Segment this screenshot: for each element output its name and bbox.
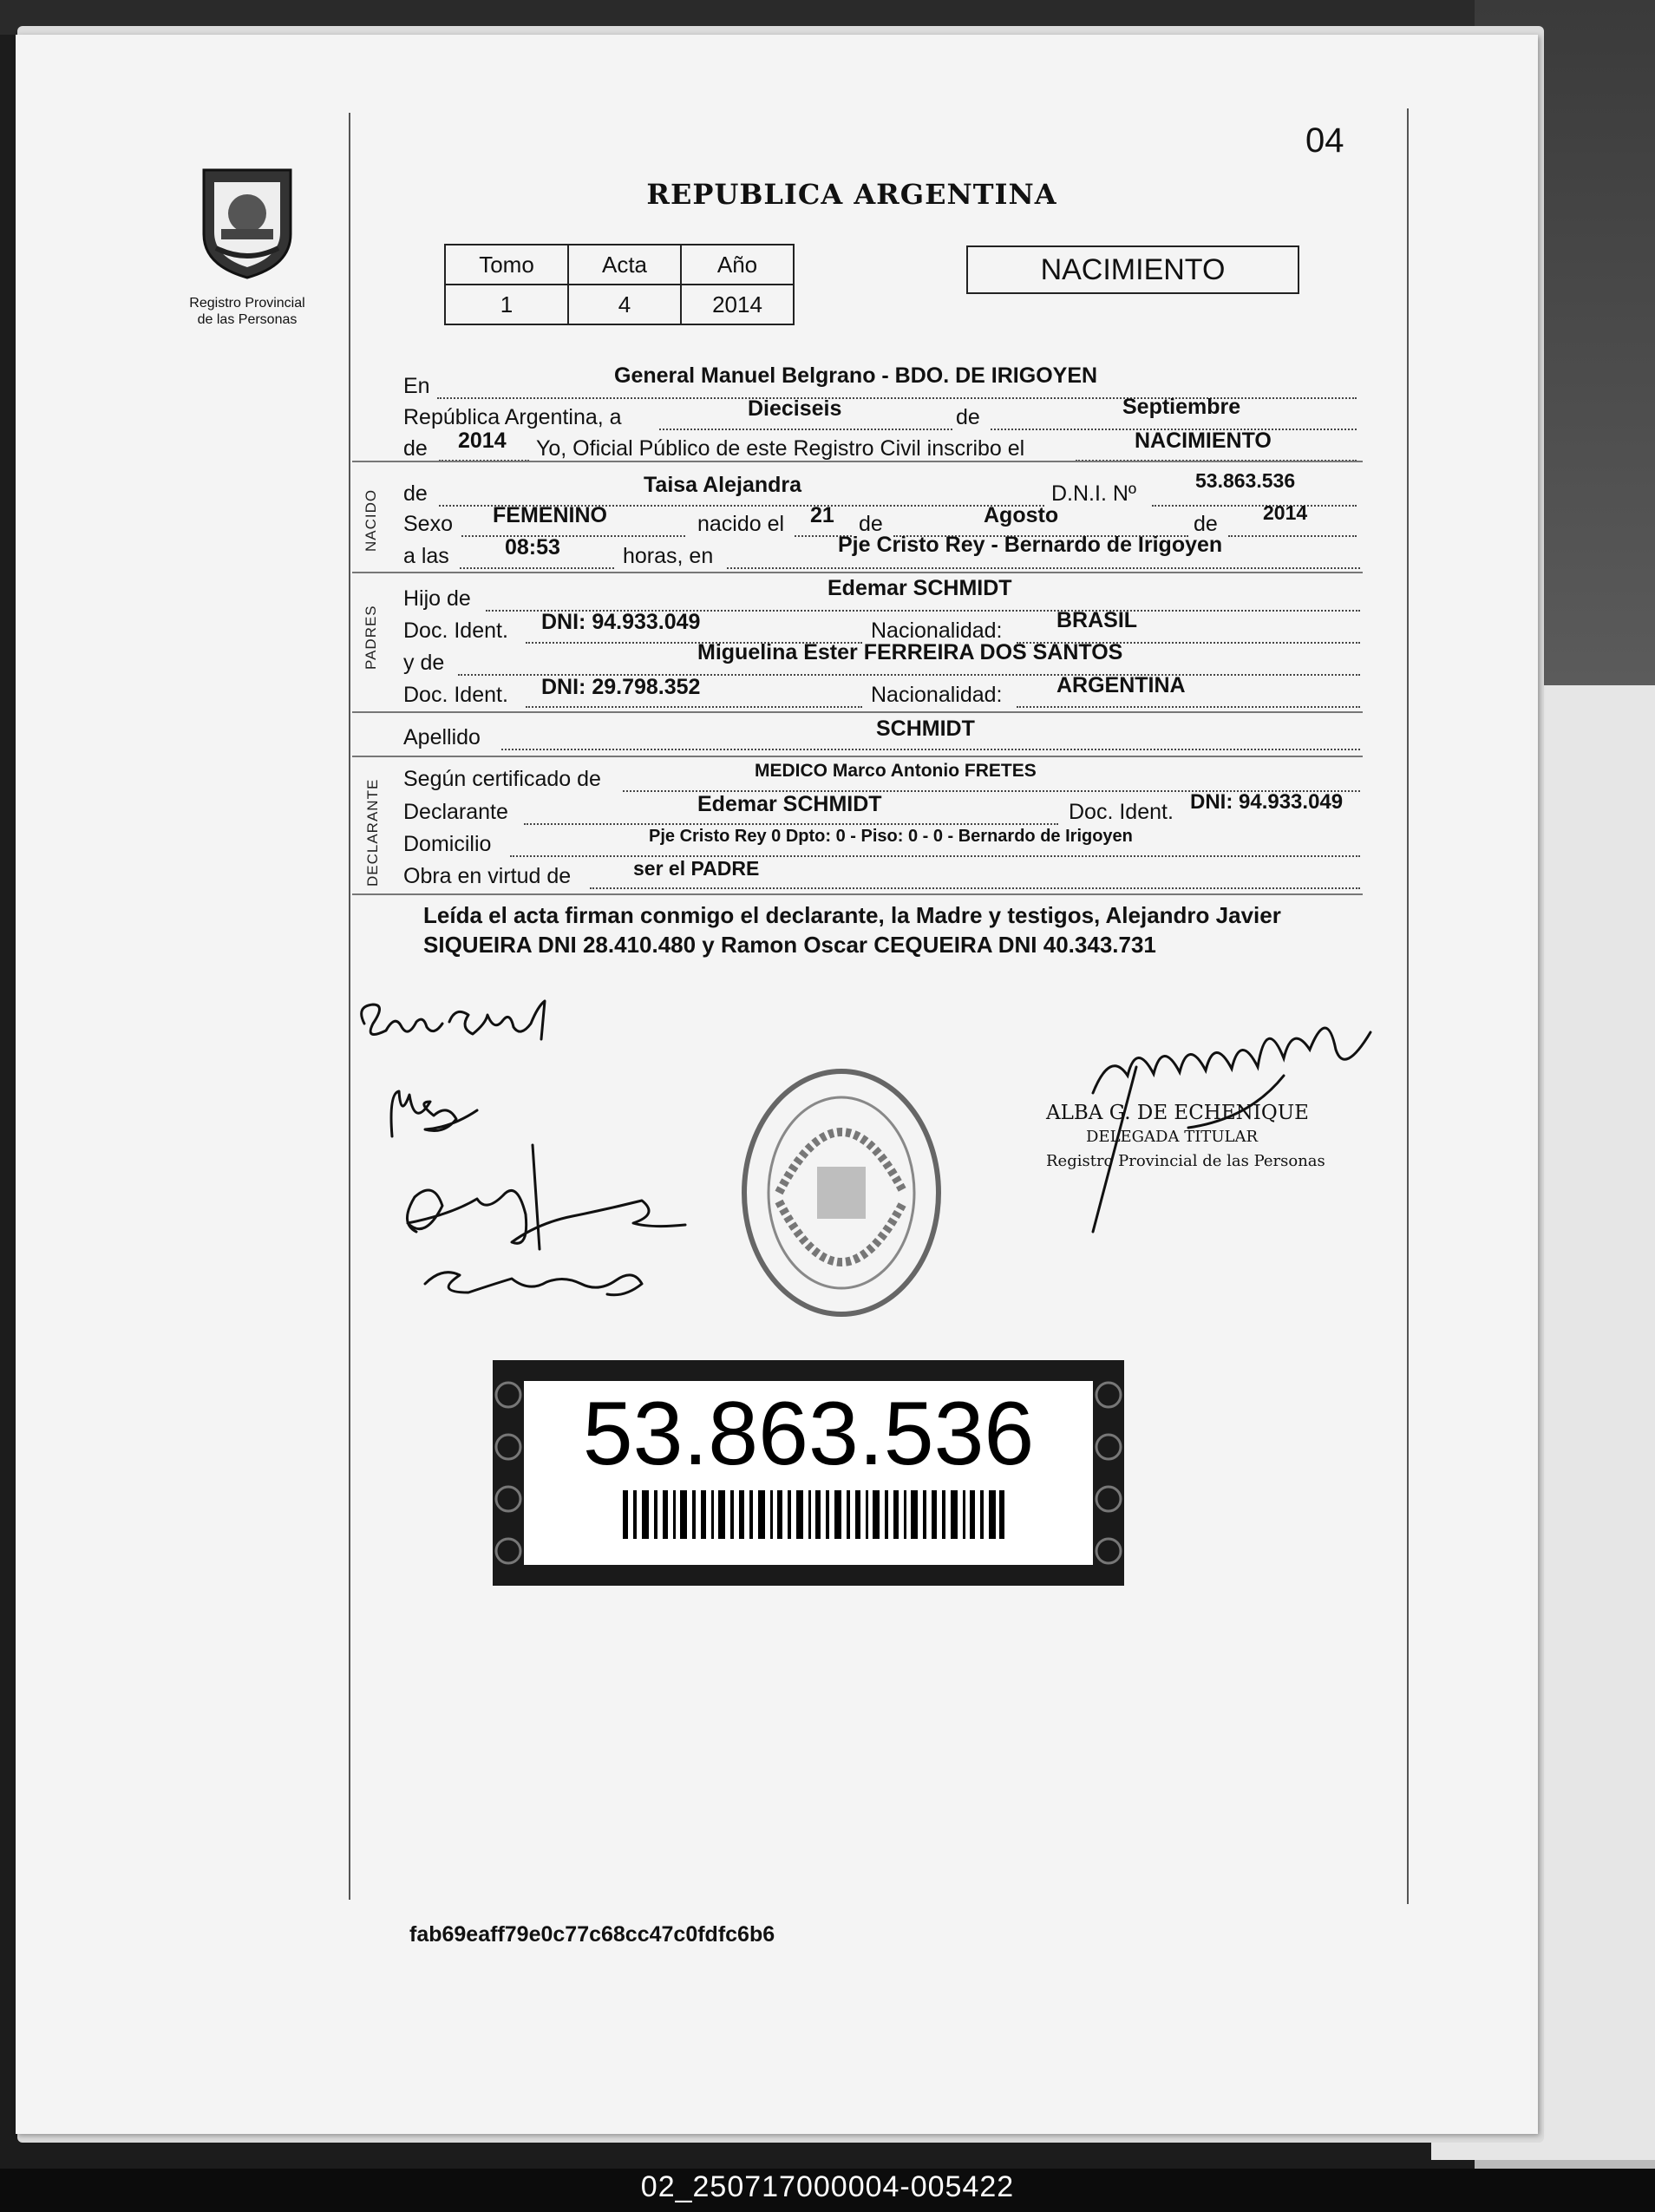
document-title: REPUBLICA ARGENTINA	[646, 178, 1057, 211]
document-hash: fab69eaff79e0c77c68cc47c0fdfc6b6	[409, 1922, 775, 1947]
document-type-box: NACIMIENTO	[966, 245, 1299, 294]
dni-value: 53.863.536	[1195, 469, 1296, 492]
anio-intro-value: 2014	[458, 429, 507, 453]
lugar-nac-value: Pje Cristo Rey - Bernardo de Irigoyen	[838, 533, 1223, 557]
barcode-bars	[623, 1490, 1004, 1539]
y-de-label: y de	[403, 651, 445, 675]
en-label: En	[403, 374, 430, 398]
republica-label: República Argentina, a	[403, 405, 622, 429]
lugar-value: General Manuel Belgrano - BDO. DE IRIGOYEN	[614, 363, 1098, 388]
nombre-value: Taisa Alejandra	[644, 473, 802, 497]
nac-dia-value: 21	[810, 503, 834, 527]
nac-mes-value: Agosto	[984, 503, 1059, 527]
de-label: de	[956, 405, 980, 429]
tomo-header: Tomo	[445, 245, 568, 285]
barcode-number: 53.863.536	[582, 1384, 1035, 1484]
sexo-label: Sexo	[403, 512, 453, 536]
sexo-value: FEMENINO	[493, 503, 607, 527]
anio-header: Año	[681, 245, 794, 285]
certificado-label: Según certificado de	[403, 767, 601, 791]
nac-de-label-3: de	[1194, 512, 1218, 536]
apellido-value: SCHMIDT	[876, 717, 975, 741]
closing-line-1: Leída el acta firman conmigo el declarante, la Madre y testigos, Alejandro Javier	[423, 902, 1281, 928]
declarante-value: Edemar SCHMIDT	[697, 792, 882, 816]
acta-header: Acta	[568, 245, 681, 285]
divider-4	[352, 756, 1363, 757]
closing-text	[423, 900, 1360, 959]
oficial-text: Yo, Oficial Público de este Registro Civil inscribo el	[536, 436, 1025, 461]
dni-label: D.N.I. Nº	[1051, 481, 1137, 506]
handwritten-signatures	[347, 989, 711, 1319]
declarante-doc-value: DNI: 94.933.049	[1190, 790, 1344, 814]
official-name: ALBA G. DE ECHENIQUE	[1046, 1102, 1309, 1124]
tomo-value: 1	[445, 285, 568, 324]
dia-value: Dieciseis	[748, 396, 842, 421]
nacido-el-label: nacido el	[697, 512, 785, 536]
madre-value: Miguelina Ester FERREIRA DOS SANTOS	[697, 640, 1123, 664]
registry-table	[444, 244, 795, 325]
declarante-doc-label: Doc. Ident.	[1069, 800, 1174, 824]
madre-nac-value: ARGENTINA	[1056, 673, 1186, 697]
madre-doc-label: Doc. Ident.	[403, 683, 508, 707]
province-logo	[178, 163, 317, 285]
official-org: Registro Provincial de las Personas	[1046, 1152, 1325, 1170]
declarante-label: Declarante	[403, 800, 508, 824]
scan-id: 02_250717000004-005422	[640, 2170, 1015, 2203]
logo-caption	[152, 295, 343, 328]
official-title: DELEGADA TITULAR	[1086, 1128, 1258, 1146]
closing-line-2: SIQUEIRA DNI 28.410.480 y Ramon Oscar CEQUEIRA DNI 40.343.731	[423, 932, 1156, 958]
logo-caption-line2: de las Personas	[197, 312, 298, 327]
padre-nac-label: Nacionalidad:	[871, 618, 1003, 643]
domicilio-value: Pje Cristo Rey 0 Dpto: 0 - Piso: 0 - 0 - Bernardo de Irigoyen	[649, 827, 1133, 846]
tipo-value: NACIMIENTO	[1135, 429, 1272, 453]
divider-2	[352, 572, 1363, 573]
virtud-label: Obra en virtud de	[403, 864, 572, 888]
virtud-value: ser el PADRE	[633, 857, 760, 880]
declarante-section-label: DECLARANTE	[364, 778, 381, 887]
mes-value: Septiembre	[1122, 395, 1241, 419]
nacido-de-label: de	[403, 481, 428, 506]
logo-caption-line1: Registro Provincial	[189, 296, 305, 311]
hijo-de-label: Hijo de	[403, 586, 471, 611]
divider-5	[352, 893, 1363, 895]
divider-3	[352, 711, 1363, 713]
domicilio-label: Domicilio	[403, 832, 492, 856]
a-las-label: a las	[403, 544, 449, 568]
nac-de-label-2: de	[859, 512, 883, 536]
padre-doc-label: Doc. Ident.	[403, 618, 508, 643]
apellido-label: Apellido	[403, 725, 481, 749]
right-margin-line	[1407, 108, 1409, 1904]
madre-nac-label: Nacionalidad:	[871, 683, 1003, 707]
horas-en-label: horas, en	[623, 544, 714, 568]
page-number: 04	[1305, 121, 1344, 160]
padres-section-label: PADRES	[363, 605, 379, 670]
madre-doc-value: DNI: 29.798.352	[541, 675, 701, 699]
nacido-section-label: NACIDO	[363, 488, 379, 552]
certificado-value: MEDICO Marco Antonio FRETES	[755, 761, 1037, 781]
official-stamp	[737, 1063, 945, 1323]
acta-value: 4	[568, 285, 681, 324]
hora-value: 08:53	[505, 535, 560, 560]
nac-anio-value: 2014	[1263, 501, 1308, 524]
padre-doc-value: DNI: 94.933.049	[541, 610, 701, 634]
anio-value: 2014	[681, 285, 794, 324]
padre-value: Edemar SCHMIDT	[828, 576, 1012, 600]
anio-intro-label: de	[403, 436, 428, 461]
divider-1	[352, 461, 1363, 462]
padre-nac-value: BRASIL	[1056, 608, 1138, 632]
